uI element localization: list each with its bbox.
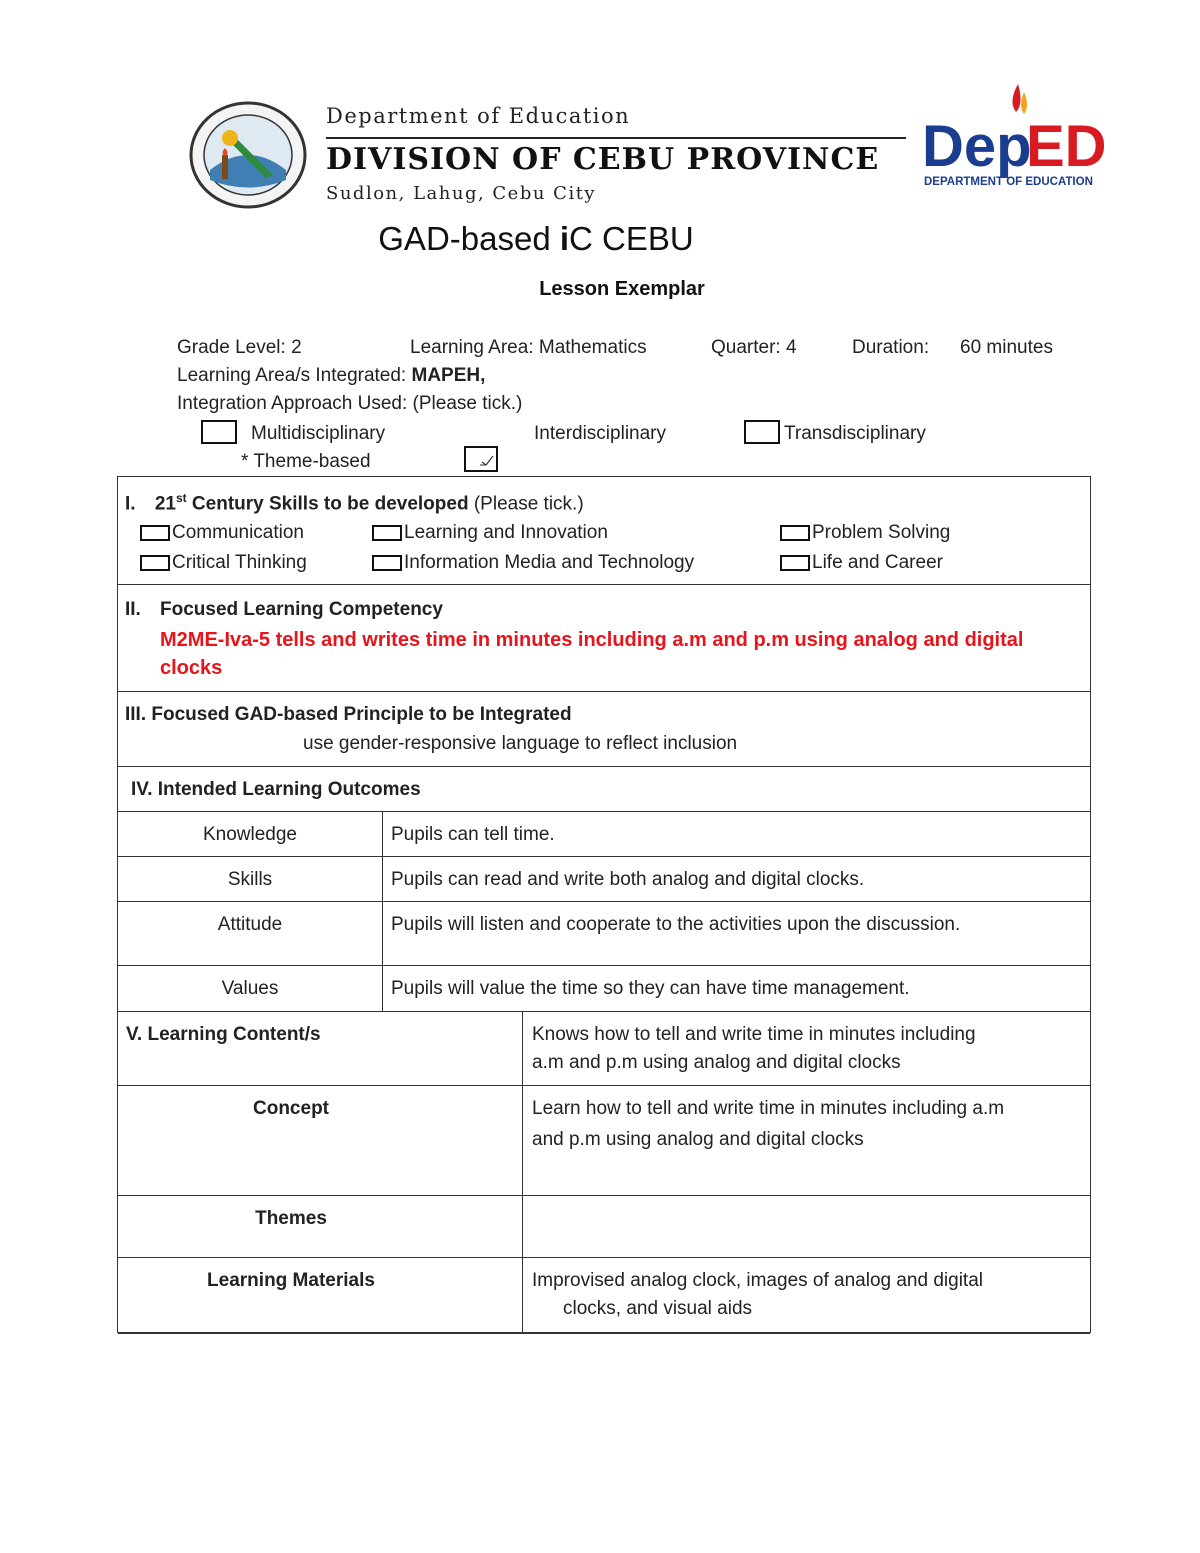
learning-area: Learning Area: Mathematics bbox=[410, 337, 647, 358]
section2-number: II. bbox=[125, 599, 141, 620]
grade-level: Grade Level: 2 bbox=[177, 337, 302, 358]
content-label: Themes bbox=[255, 1208, 327, 1229]
transdisciplinary-checkbox[interactable] bbox=[744, 420, 780, 444]
outcome-value: Pupils can tell time. bbox=[391, 824, 555, 845]
outcome-label: Skills bbox=[227, 869, 273, 890]
outcome-value: Pupils will value the time so they can have time management. bbox=[391, 978, 910, 999]
skill-label: Life and Career bbox=[812, 552, 943, 573]
skill-learning-innovation[interactable] bbox=[372, 522, 608, 544]
multidisciplinary-checkbox[interactable] bbox=[201, 420, 237, 444]
section1-number: I. bbox=[125, 493, 136, 515]
deped-logo bbox=[920, 78, 1110, 190]
outcome-row bbox=[118, 812, 1090, 857]
checkbox-icon bbox=[372, 555, 402, 571]
theme-based-checkbox[interactable] bbox=[464, 446, 498, 472]
department-name: Department of Education bbox=[326, 104, 631, 128]
outcome-label: Values bbox=[221, 978, 279, 999]
deped-logo-ed-text: ED bbox=[1026, 114, 1107, 179]
section1-title-sup: st bbox=[175, 491, 187, 505]
division-address: Sudlon, Lahug, Cebu City bbox=[326, 183, 597, 204]
section-learning-competency bbox=[118, 585, 1090, 692]
skill-information-media[interactable] bbox=[372, 552, 694, 574]
competency-line1: M2ME-Iva-5 tells and writes time in minutes including a.m and p.m using analog and digital bbox=[160, 629, 1024, 651]
integrated-label: Learning Area/s Integrated: bbox=[177, 365, 412, 386]
gad-principle-text: use gender-responsive language to reflect inclusion bbox=[303, 733, 738, 754]
skill-communication[interactable] bbox=[140, 522, 304, 544]
section-learning-outcomes-header bbox=[118, 767, 1090, 812]
title-pre: GAD-based bbox=[378, 220, 560, 257]
deped-logo-subtext: DEPARTMENT OF EDUCATION bbox=[924, 176, 1093, 188]
section4-title: IV. Intended Learning Outcomes bbox=[131, 779, 421, 800]
content-value-line2: and p.m using analog and digital clocks bbox=[532, 1129, 864, 1150]
checkmark-icon bbox=[466, 448, 496, 470]
outcome-label: Knowledge bbox=[202, 824, 298, 845]
outcome-label: Attitude bbox=[217, 914, 283, 935]
quarter: Quarter: 4 bbox=[711, 337, 797, 358]
content-row-materials bbox=[118, 1258, 1090, 1334]
content-row-themes bbox=[118, 1196, 1090, 1258]
skill-label: Critical Thinking bbox=[172, 552, 307, 573]
outcome-row bbox=[118, 966, 1090, 1012]
outcome-value: Pupils can read and write both analog and digital clocks. bbox=[391, 869, 865, 890]
duration-label: Duration: bbox=[852, 337, 930, 358]
checkbox-icon bbox=[140, 555, 170, 571]
theme-based-label: * Theme-based bbox=[241, 451, 371, 472]
skill-label: Problem Solving bbox=[812, 522, 951, 543]
header-rule bbox=[326, 137, 906, 139]
content-value-line1: Learn how to tell and write time in minutes including a.m bbox=[532, 1098, 1005, 1119]
checkbox-icon bbox=[780, 555, 810, 571]
content-row-concept bbox=[118, 1086, 1090, 1196]
division-name: DIVISION OF CEBU PROVINCE bbox=[326, 142, 880, 177]
content-value-line1: Improvised analog clock, images of analog and digital bbox=[532, 1270, 983, 1291]
section1-title-pre: 21 bbox=[154, 493, 176, 515]
document-subtitle: Lesson Exemplar bbox=[539, 278, 705, 300]
learning-areas-integrated bbox=[177, 365, 485, 387]
outcome-row bbox=[118, 902, 1090, 966]
checkbox-icon bbox=[780, 525, 810, 541]
title-post: C CEBU bbox=[569, 220, 694, 257]
transdisciplinary-label: Transdisciplinary bbox=[784, 423, 926, 444]
content-label: Concept bbox=[253, 1098, 329, 1119]
skill-label: Communication bbox=[172, 522, 304, 543]
skill-life-career[interactable] bbox=[780, 552, 943, 574]
lesson-form bbox=[117, 476, 1091, 1333]
integrated-value: MAPEH, bbox=[411, 365, 486, 386]
skill-label: Learning and Innovation bbox=[404, 522, 608, 543]
division-seal-logo bbox=[188, 100, 308, 210]
section5-title: V. Learning Content/s bbox=[126, 1024, 321, 1045]
outcome-row bbox=[118, 857, 1090, 902]
title-i: i bbox=[559, 220, 570, 257]
duration-value: 60 minutes bbox=[960, 337, 1053, 358]
section-learning-content bbox=[118, 1012, 1090, 1086]
skill-label: Information Media and Technology bbox=[404, 552, 695, 573]
interdisciplinary-label: Interdisciplinary bbox=[534, 423, 666, 444]
checkbox-icon bbox=[140, 525, 170, 541]
section-century-skills bbox=[118, 477, 1090, 585]
section3-title: III. Focused GAD-based Principle to be Integrated bbox=[125, 704, 572, 725]
integration-approach-label: Integration Approach Used: (Please tick.) bbox=[177, 393, 523, 414]
document-title bbox=[0, 220, 1072, 258]
content-line2: a.m and p.m using analog and digital clocks bbox=[532, 1052, 901, 1073]
content-line1: Knows how to tell and write time in minutes including bbox=[532, 1024, 976, 1045]
competency-line2: clocks bbox=[160, 657, 223, 679]
section1-heading bbox=[125, 491, 584, 515]
section-gad-principle bbox=[118, 692, 1090, 767]
section2-title: Focused Learning Competency bbox=[160, 599, 443, 620]
content-label: Learning Materials bbox=[207, 1270, 375, 1291]
deped-logo-dep-text: Dep bbox=[922, 114, 1032, 179]
multidisciplinary-label: Multidisciplinary bbox=[251, 423, 386, 444]
section1-title: Century Skills to be developed bbox=[186, 493, 469, 515]
outcome-value: Pupils will listen and cooperate to the activities upon the discussion. bbox=[391, 914, 961, 935]
section1-note: (Please tick.) bbox=[468, 493, 584, 515]
skill-problem-solving[interactable] bbox=[780, 522, 950, 544]
content-value-line2: clocks, and visual aids bbox=[563, 1298, 753, 1319]
skill-critical-thinking[interactable] bbox=[140, 552, 307, 574]
checkbox-icon bbox=[372, 525, 402, 541]
